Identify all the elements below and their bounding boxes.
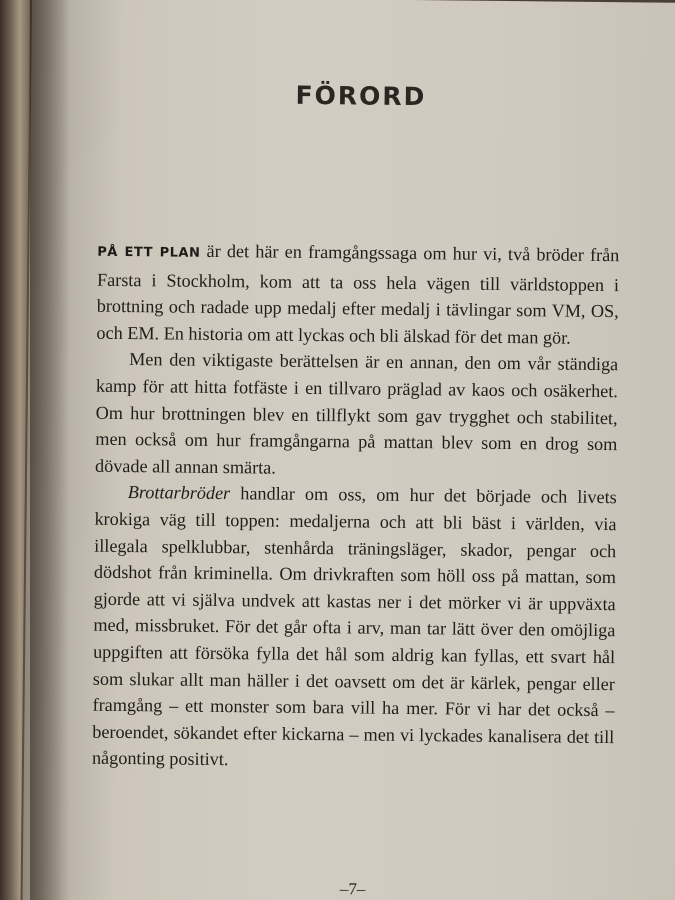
body-text (92, 237, 620, 777)
paragraph-2-text: Men den viktigaste berättelsen är en annan, den om vår ständiga kamp för att hitta fotfäste i en tillvaro präglad av kaos och osäkerhet. Om hur brottningen blev en tillflykt som gav trygghet och stabilitet, men också om hur framgångarna på mattan blev som en drog som dövade all annan smärta. (94, 349, 619, 478)
page-number: –7– (339, 879, 366, 899)
book-title-italic: Brottarbröder (127, 482, 231, 504)
paragraph-2 (95, 346, 618, 484)
paragraph-3-text: handlar om oss, om hur det började och livets krokiga väg till toppen: medaljerna och att bli bäst i världen, via illegala spelklubbar, stenhårda träningsläger, skador, pengar och dödshot från kriminella. Om drivkraften som höll oss på mattan, som gjorde att vi själva undvek att kastas ner i det mörker vi är uppväxta med, missbruket. För det går ofta i arv, man tar lätt över den omöjliga uppgiften att försöka fylla det hål som aldrig kan fyllas, ett svart hål som slukar allt man häller i det oavsett om det är kärlek, pengar eller framgång – ett monster som bara vill ha mer. För vi har det också – beroendet, sökandet efter kickarna – men vi lyckades kanalisera det till någonting positivt. (91, 483, 617, 770)
paragraph-1-text: är det här en framgångssaga om hur vi, två bröder från Farsta i Stockholm, kom att ta oss hela vägen till världstoppen i brottning och radade upp medalj efter medalj i tävlingar som VM, OS, och EM. En historia om att lyckas och bli älskad för det man gör. (96, 240, 620, 348)
paragraph-lead-in: PÅ ETT PLAN (97, 244, 201, 261)
paragraph-1 (96, 237, 619, 352)
chapter-title: FÖRORD (295, 80, 427, 112)
book-page (20, 0, 675, 900)
paragraph-3 (92, 479, 617, 777)
